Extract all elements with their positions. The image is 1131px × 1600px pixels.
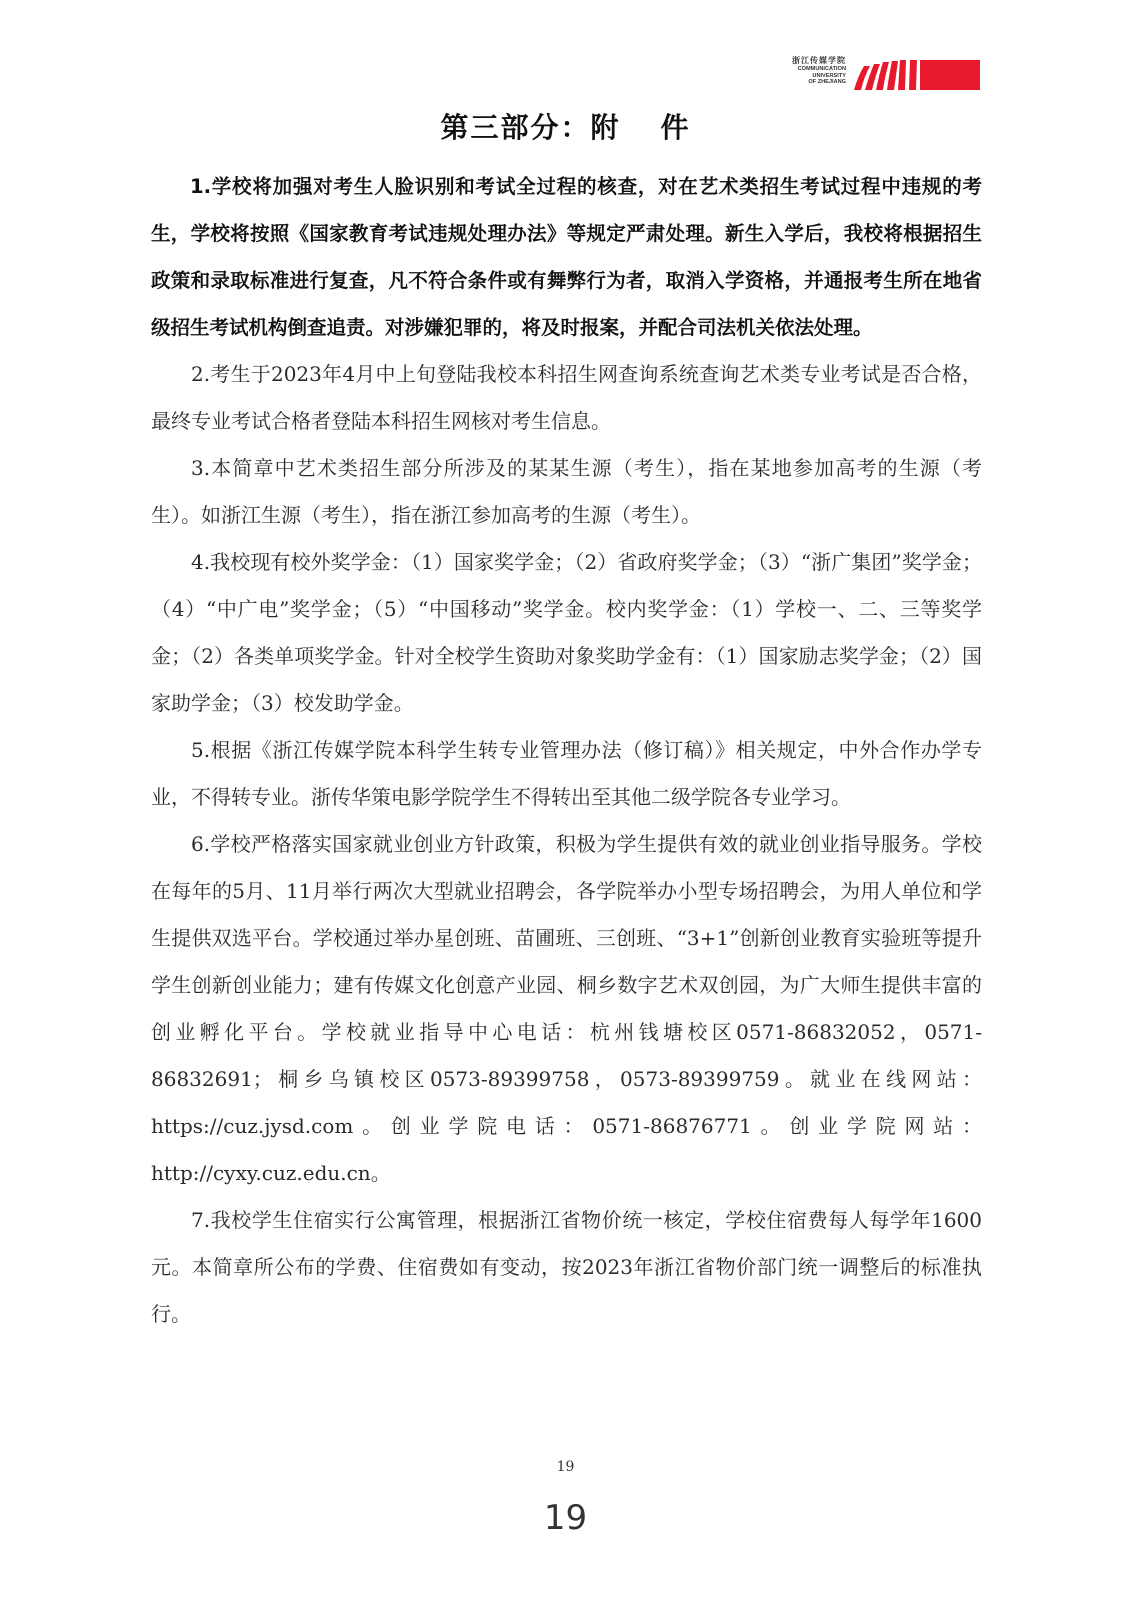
paragraph-5: 5.根据《浙江传媒学院本科学生转专业管理办法（修订稿）》相关规定，中外合作办学专业，不得转专业。浙传华策电影学院学生不得转出至其他二级学院各专业学习。 (151, 738, 982, 809)
paragraph-4: 4.我校现有校外奖学金：（1）国家奖学金；（2）省政府奖学金；（3）“浙广集团”奖学金；（4）“中广电”奖学金；（5）“中国移动”奖学金。校内奖学金：（1）学校一、二、三等奖学金；（2）各类单项奖学金。针对全校学生资助对象奖助学金有：（1）国家励志奖学金；（2）国家助学金；（3）校发助学金。 (151, 550, 982, 715)
logo-mark-icon (850, 60, 980, 90)
logo-chinese-name: 浙江传媒学院 (792, 56, 846, 65)
paragraph-2: 2.考生于2023年4月中上旬登陆我校本科招生网查询系统查询艺术类专业考试是否合格，最终专业考试合格者登陆本科招生网核对考生信息。 (151, 362, 982, 433)
logo-text (780, 56, 846, 86)
logo-english-line-2: UNIVERSITY (812, 72, 846, 79)
logo-english-line-3: OF ZHEJIANG (808, 79, 846, 86)
title-part-1: 第三部分：附 (440, 111, 621, 144)
logo-english-line-1: COMMUNICATION (797, 66, 846, 72)
paragraph-1: 1.学校将加强对考生人脸识别和考试全过程的核查，对在艺术类招生考试过程中违规的考生，学校将按照《国家教育考试违规处理办法》等规定严肃处理。新生入学后，我校将根据招生政策和录取标准进行复查，凡不符合条件或有舞弊行为者，取消入学资格，并通报考生所在地省级招生考试机构倒查追责。对涉嫌犯罪的，将及时报案，并配合司法机关依法处理。 (151, 175, 982, 339)
paragraph-3: 3.本简章中艺术类招生部分所涉及的某某生源（考生），指在某地参加高考的生源（考生）。如浙江生源（考生），指在浙江参加高考的生源（考生）。 (151, 456, 982, 527)
paragraph-6: 6.学校严格落实国家就业创业方针政策，积极为学生提供有效的就业创业指导服务。学校在每年的5月、11月举行两次大型就业招聘会，各学院举办小型专场招聘会，为用人单位和学生提供双选平台。学校通过举办星创班、苗圃班、三创班、“3+1”创新创业教育实验班等提升学生创新创业能力；建有传媒文化创意产业园、桐乡数字艺术双创园，为广大师生提供丰富的创业孵化平台。学校就业指导中心电话：杭州钱塘校区0571-86832052，0571-86832691；桐乡乌镇校区0573-89399758，0573-89399759。就业在线网站：https://cuz.jysd.com。创业学院电话：0571-86876771。创业学院网站：http://cyxy.cuz.edu.cn。 (151, 832, 982, 1185)
document-body (151, 163, 982, 1338)
page-number-small: 19 (556, 1459, 575, 1475)
paragraph-7: 7.我校学生住宿实行公寓管理，根据浙江省物价统一核定，学校住宿费每人每学年1600元。本简章所公布的学费、住宿费如有变动，按2023年浙江省物价部门统一调整后的标准执行。 (151, 1208, 982, 1326)
page-title (0, 106, 1131, 146)
page-number-large: 19 (543, 1498, 588, 1538)
university-logo (780, 56, 980, 94)
title-part-2: 件 (660, 111, 691, 144)
